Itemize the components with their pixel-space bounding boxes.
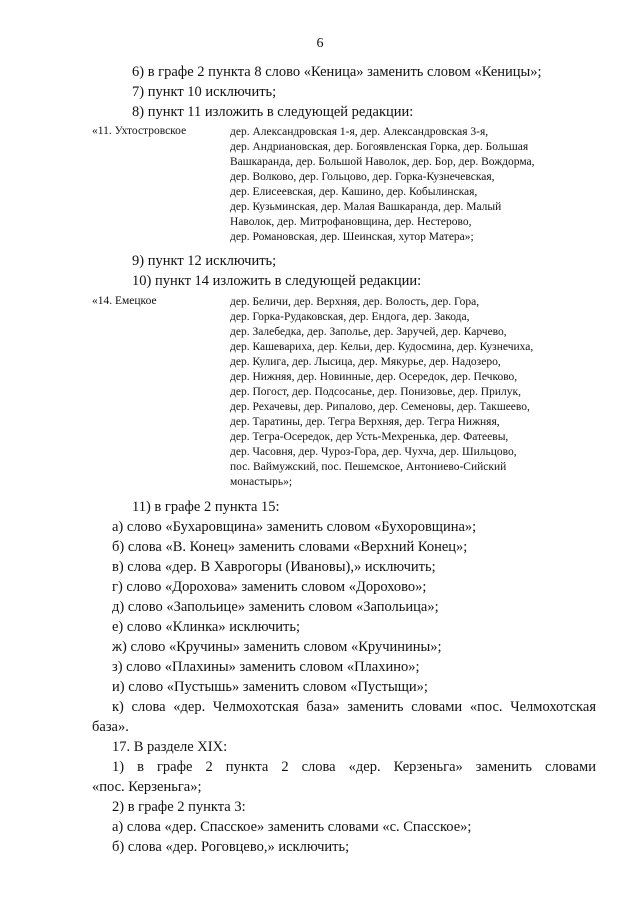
amendment-subitem-k-continuation: база». [92,719,129,735]
amendment-subitem-v: в) слова «дер. В Хаврогоры (Ивановы),» исключить; [112,559,436,575]
settlement-list-line: дер. Нижняя, дер. Новинные, дер. Осередок, дер. Печково, [230,371,518,383]
amendment-subitem-a-2: а) слова «дер. Спасское» заменить словами «с. Спасское»; [112,819,472,835]
amendment-subitem-g: г) слово «Дорохова» заменить словом «Дорохово»; [112,579,427,595]
settlement-list-line: дер. Горка-Рудаковская, дер. Ендога, дер. Закода, [230,311,470,323]
settlement-list-line: дер. Кулига, дер. Лысица, дер. Мякурье, дер. Надозеро, [230,356,501,368]
amendment-subitem-e: е) слово «Клинка» исключить; [112,619,301,635]
settlement-list-line: пос. Ваймужский, пос. Пешемское, Антониево-Сийский [230,461,507,473]
settlement-list-line: дер. Елисеевская, дер. Кашино, дер. Кобылинская, [230,186,478,198]
settlement-list-line: дер. Таратины, дер. Тегра Верхняя, дер. Тегра Нижняя, [230,416,500,428]
settlement-list-line: дер. Беличи, дер. Верхняя, дер. Волость, дер. Гора, [230,296,480,308]
amendment-subitem-z: з) слово «Плахины» заменить словом «Плахино»; [112,659,420,675]
amendment-subitem-b: б) слова «В. Конец» заменить словами «Верхний Конец»; [112,539,468,555]
amendment-item-11: 11) в графе 2 пункта 15: [132,499,280,515]
settlement-list-line: дер. Погост, дер. Подсосанье, дер. Понизовье, дер. Прилук, [230,386,521,398]
amendment-item-8: 8) пункт 11 изложить в следующей редакции: [132,104,414,120]
settlement-name: «11. Ухтостровское [92,125,187,137]
settlement-list-line: дер. Часовня, дер. Чуроз-Гора, дер. Чухча, дер. Шильцово, [230,446,517,458]
settlement-list-line: дер. Андриановская, дер. Богоявленская Горка, дер. Большая [230,141,529,153]
amendment-item-7: 7) пункт 10 исключить; [132,84,277,100]
section-heading-17: 17. В разделе XIX: [112,739,228,755]
amendment-subitem-a: а) слово «Бухаровщина» заменить словом «Бухоровщина»; [112,519,477,535]
settlement-list-line: дер. Романовская, дер. Шеинская, хутор Матера»; [230,231,474,243]
settlement-list-line: дер. Волково, дер. Гольцово, дер. Горка-Кузнечевская, [230,171,495,183]
amendment-subitem-zh: ж) слово «Кручины» заменить словом «Кручинины»; [112,639,442,655]
amendment-item-10: 10) пункт 14 изложить в следующей редакции: [132,273,422,289]
amendment-subitem-d: д) слово «Запольице» заменить словом «Запольица»; [112,599,439,615]
amendment-subitem-k: к) слова «дер. Челмохотская база» заменить словами «пос. Челмохотская [112,699,596,715]
settlement-name: «14. Емецкое [92,295,157,307]
page-number: 6 [316,36,324,51]
amendment-item-1-continuation: «пос. Керзеньга»; [92,779,202,795]
settlement-list-line: Вашкаранда, дер. Большой Наволок, дер. Бор, дер. Вождорма, [230,156,535,168]
amendment-subitem-i: и) слово «Пустышь» заменить словом «Пустыщи»; [112,679,428,695]
amendment-item-1: 1) в графе 2 пункта 2 слова «дер. Керзеньга» заменить словами [112,759,596,775]
amendment-item-6: 6) в графе 2 пункта 8 слово «Кеница» заменить словом «Кеницы»; [132,64,542,80]
amendment-item-9: 9) пункт 12 исключить; [132,253,277,269]
amendment-item-2: 2) в графе 2 пункта 3: [112,799,246,815]
amendment-subitem-b-2: б) слова «дер. Роговцево,» исключить; [112,839,350,855]
settlement-list-line: дер. Кузьминская, дер. Малая Вашкаранда, дер. Малый [230,201,502,213]
settlement-list-line: дер. Залебедка, дер. Заполье, дер. Заручей, дер. Карчево, [230,326,507,338]
settlement-list-line: дер. Кашевариха, дер. Кельи, дер. Кудосмина, дер. Кузнечиха, [230,341,534,353]
settlement-list-line: дер. Александровская 1-я, дер. Александровская 3-я, [230,126,489,138]
settlement-list-line: дер. Рехачевы, дер. Рипалово, дер. Семеновы, дер. Такшеево, [230,401,530,413]
settlement-list-line: дер. Тегра-Осередок, дер Усть-Мехренька, дер. Фатеевы, [230,431,509,443]
settlement-list-line: монастырь»; [230,476,293,488]
settlement-list-line: Наволок, дер. Митрофановщина, дер. Нестерово, [230,216,472,228]
